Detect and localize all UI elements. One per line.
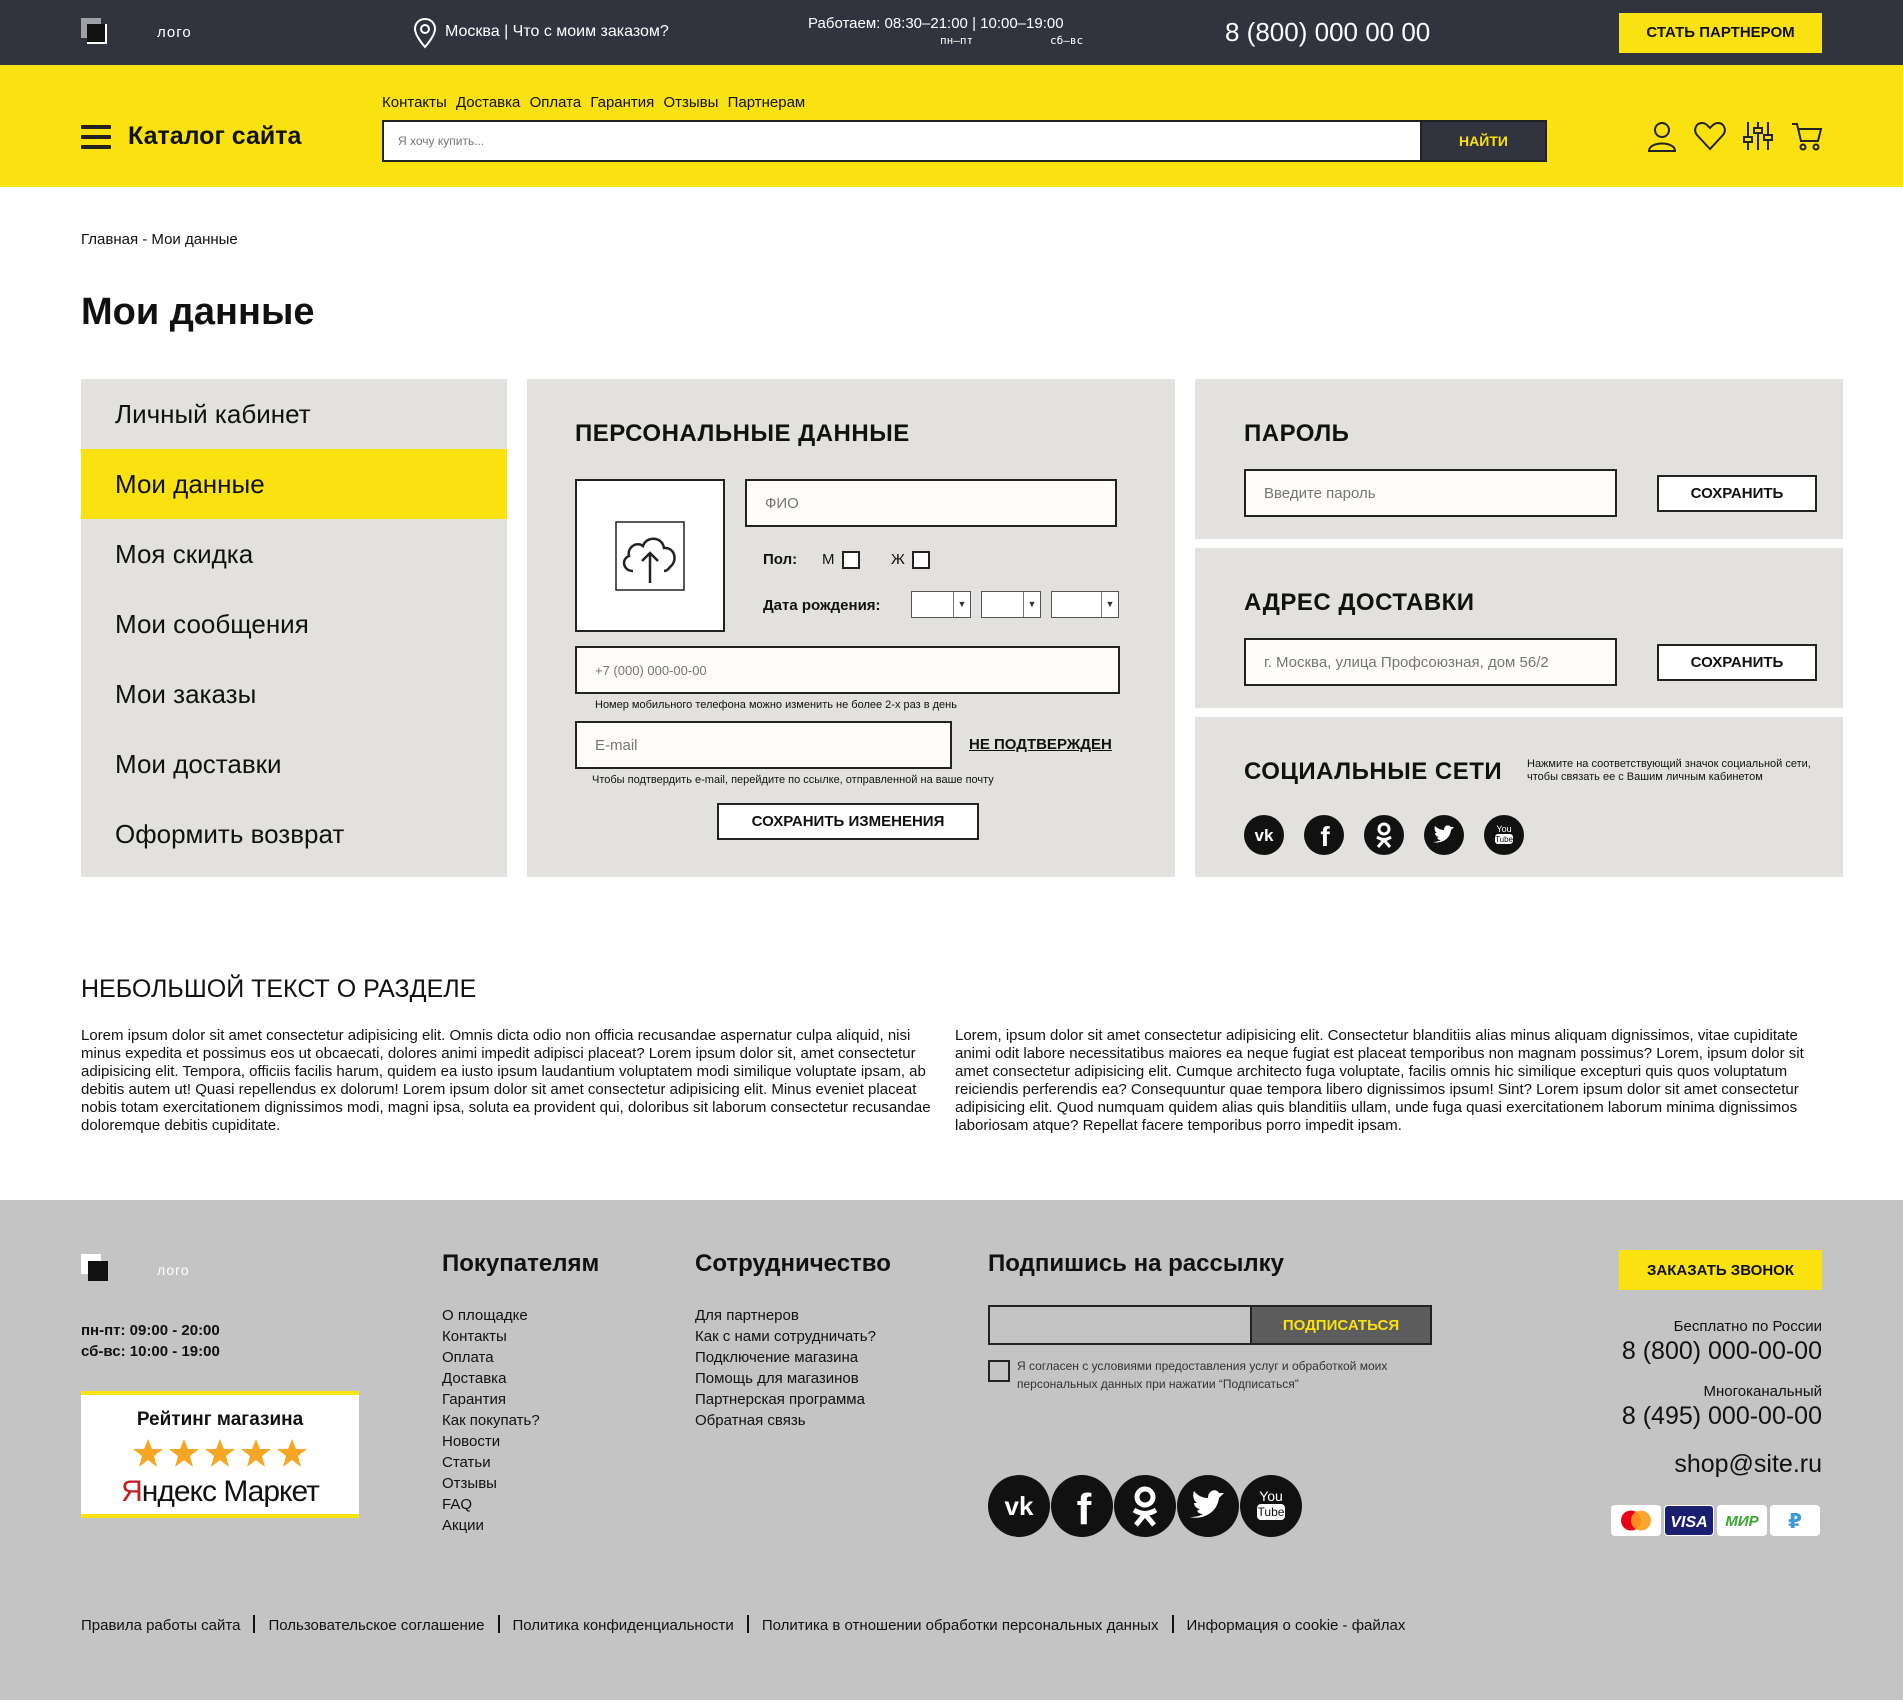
footer-link[interactable]: Как с нами сотрудничать? — [695, 1328, 876, 1345]
gender-m-label: М — [822, 551, 835, 568]
multichannel-phone[interactable]: 8 (495) 000-00-00 — [1621, 1402, 1822, 1430]
weekday-label: пн–пт — [940, 34, 974, 47]
password-title: ПАРОЛЬ — [1244, 420, 1350, 447]
footer-link[interactable]: Для партнеров — [695, 1307, 799, 1324]
compare-icon[interactable] — [1741, 119, 1775, 153]
svg-text:vk: vk — [1254, 826, 1274, 845]
gender-f-checkbox[interactable] — [912, 551, 930, 569]
coop-links — [695, 1305, 876, 1431]
vk-icon[interactable] — [1244, 815, 1284, 855]
subscribe-title: Подпишись на рассылку — [988, 1250, 1284, 1277]
footer-link[interactable]: Доставка — [442, 1370, 507, 1387]
visa-icon — [1664, 1505, 1714, 1536]
svg-text:Tube: Tube — [1257, 1505, 1285, 1519]
location-pin-icon[interactable] — [412, 17, 438, 49]
rating-stars-icon — [131, 1437, 311, 1471]
logo-text[interactable]: лого — [157, 24, 192, 41]
nav-link-contacts[interactable]: Контакты — [382, 94, 447, 111]
vk-icon[interactable] — [988, 1475, 1050, 1537]
subscribe-button[interactable]: ПОДПИСАТЬСЯ — [1250, 1305, 1432, 1345]
separator — [747, 1615, 749, 1633]
sidebar-item-return[interactable]: Оформить возврат — [115, 819, 345, 849]
catalog-button[interactable]: Каталог сайта — [128, 122, 302, 150]
footer-link[interactable]: О площадке — [442, 1307, 528, 1324]
odnoklassniki-icon[interactable] — [1364, 815, 1404, 855]
email-hint: Чтобы подтвердить e-mail, перейдите по ссылке, отправленной на ваше почту — [592, 774, 994, 786]
legal-link-rules[interactable]: Правила работы сайта — [81, 1617, 241, 1634]
buyers-links — [442, 1305, 540, 1536]
chevron-down-icon: ▼ — [1101, 592, 1118, 617]
odnoklassniki-icon[interactable] — [1114, 1475, 1176, 1537]
about-text-col2: Lorem, ipsum dolor sit amet consectetur adipisicing elit. Consectetur blanditiis alias minus aliquam dignissimos, vitae cupiditate animi odit labore necessitatibus maiores ea neque fugiat est placeat temporibus non magnam possimus? Lorem, ipsum dolor sit amet consectetur adipisicing elit. Cumque architecto fuga voluptate, facilis omnis hic similique excepturi quis quos voluptatum reiciendis perferendis ea? Consequuntur quae tempora libero dignissimos ipsum! Sint? Lorem ipsum dolor sit amet consectetur adipisicing elit. Quod numquam quidem alias quis blanditiis ullam, unde fuga quasi exercitationem laborum minima dignissimos laboriosam atque? Repellat facere temporibus porro impedit ipsam. — [955, 1027, 1804, 1134]
footer-link[interactable]: Гарантия — [442, 1391, 506, 1408]
separator — [498, 1615, 500, 1633]
footer-hours — [81, 1320, 220, 1362]
subscribe-email-input[interactable] — [988, 1305, 1252, 1345]
shop-rating-badge[interactable] — [81, 1391, 359, 1518]
location-link[interactable]: Москва | Что с моим заказом? — [445, 23, 669, 40]
yandex-market-logo: Яндекс Маркет — [121, 1475, 319, 1508]
phone-field[interactable] — [575, 646, 1120, 694]
chevron-down-icon: ▼ — [953, 592, 970, 617]
buyers-title: Покупателям — [442, 1250, 600, 1277]
svg-text:f: f — [1076, 1485, 1092, 1534]
footer-link[interactable]: Статьи — [442, 1454, 491, 1471]
twitter-icon[interactable] — [1424, 815, 1464, 855]
free-call-phone[interactable]: 8 (800) 000-00-00 — [1621, 1337, 1822, 1365]
separator — [253, 1615, 255, 1633]
email-field[interactable] — [575, 721, 952, 769]
twitter-icon[interactable] — [1177, 1475, 1239, 1537]
order-callback-button[interactable]: ЗАКАЗАТЬ ЗВОНОК — [1619, 1250, 1822, 1290]
gender-m-checkbox[interactable] — [842, 551, 860, 569]
sidebar-item-messages[interactable]: Мои сообщения — [115, 609, 309, 639]
burger-menu-icon[interactable] — [81, 125, 111, 149]
about-text-col1: Lorem ipsum dolor sit amet consectetur adipisicing elit. Omnis dicta odio non officia recusandae aspernatur culpa aliquid, nisi minus expedita et possimus eos ut obcaecati, dolores animi impedit adipisci placeat? Lorem ipsum dolor sit, amet consectetur adipisicing elit. Tempora, officiis facilis harum, quidem ea iusto ipsum laudantium voluptatem modi similique voluptate ipsam, ab debitis autem ut! Quasi repellendus ex dolorum! Lorem ipsum dolor sit amet consectetur adipisicing elit. Minus eveniet placeat nobis totam exercitationem dignissimos modi, magni ipsa, soluta ea provident qui, doloribus sit laborum consectetur recusandae doloremque debitis cupiditate. — [81, 1027, 931, 1134]
password-field[interactable] — [1244, 469, 1617, 517]
legal-link-privacy[interactable]: Политика конфиденциальности — [512, 1617, 734, 1634]
legal-link-agreement[interactable]: Пользовательское соглашение — [268, 1617, 485, 1634]
nav-link-delivery[interactable]: Доставка — [455, 94, 521, 111]
sidebar-item-discount[interactable]: Моя скидка — [115, 539, 254, 569]
legal-link-personal-data[interactable]: Политика в отношении обработки персональных данных — [761, 1617, 1159, 1634]
password-save-button[interactable]: СОХРАНИТЬ — [1657, 475, 1817, 512]
footer-link[interactable]: Обратная связь — [695, 1412, 806, 1429]
footer-link[interactable]: FAQ — [442, 1496, 473, 1513]
header-phone[interactable]: 8 (800) 000 00 00 — [1225, 17, 1431, 47]
footer-email[interactable]: shop@site.ru — [1674, 1450, 1822, 1478]
coop-title: Сотрудничество — [695, 1250, 891, 1277]
chevron-down-icon: ▼ — [1023, 592, 1040, 617]
birth-day-select[interactable] — [911, 591, 971, 618]
delivery-save-button[interactable]: СОХРАНИТЬ — [1657, 644, 1817, 681]
gender-label: Пол: — [763, 551, 798, 568]
account-sidebar — [81, 379, 507, 877]
heart-icon[interactable] — [1693, 119, 1727, 153]
footer-link[interactable]: Новости — [442, 1433, 501, 1450]
subscribe-agree-text: Я согласен с условиями предоставления услуг и обработкой моих персональных данных при нажатии “Подписаться” — [1017, 1359, 1388, 1391]
footer-link[interactable]: Акции — [442, 1517, 484, 1534]
breadcrumb[interactable]: Главная - Мои данные — [81, 231, 238, 248]
delivery-address-field[interactable] — [1244, 638, 1617, 686]
footer-link[interactable]: Подключение магазина — [695, 1349, 859, 1366]
youtube-icon[interactable] — [1484, 815, 1524, 855]
cart-icon[interactable] — [1790, 119, 1824, 153]
rating-title: Рейтинг магазина — [136, 1409, 304, 1430]
birth-month-select[interactable] — [981, 591, 1041, 618]
social-title: СОЦИАЛЬНЫЕ СЕТИ — [1244, 758, 1503, 785]
search-button[interactable]: НАЙТИ — [1420, 120, 1547, 162]
user-icon[interactable] — [1645, 119, 1679, 153]
footer-logo-text[interactable]: лого — [157, 1262, 190, 1278]
legal-link-cookies[interactable]: Информация о cookie - файлах — [1186, 1617, 1406, 1634]
nav-link-partners[interactable]: Партнерам — [727, 94, 806, 111]
svg-text:₽: ₽ — [1788, 1509, 1802, 1533]
footer-link[interactable]: Партнерская программа — [695, 1391, 865, 1408]
birth-date-label: Дата рождения: — [763, 597, 881, 614]
header-nav — [382, 94, 810, 111]
become-partner-button[interactable]: СТАТЬ ПАРТНЕРОМ — [1619, 13, 1822, 53]
multichannel-label: Многоканальный — [1703, 1383, 1822, 1400]
delivery-title: АДРЕС ДОСТАВКИ — [1244, 589, 1475, 616]
facebook-icon[interactable] — [1304, 815, 1344, 855]
photo-upload[interactable] — [575, 479, 725, 632]
footer-hours-weekday: пн-пт: 09:00 - 20:00 — [81, 1322, 220, 1339]
nav-link-reviews[interactable]: Отзывы — [663, 94, 719, 111]
logo-icon[interactable] — [81, 18, 107, 44]
footer-link[interactable]: Контакты — [442, 1328, 507, 1345]
sidebar-item-deliveries[interactable]: Мои доставки — [115, 749, 282, 779]
phone-hint: Номер мобильного телефона можно изменить не более 2-х раз в день — [595, 699, 957, 711]
nav-link-payment[interactable]: Оплата — [529, 94, 582, 111]
svg-text:VISA: VISA — [1670, 1514, 1708, 1531]
nav-link-warranty[interactable]: Гарантия — [590, 94, 655, 111]
free-call-label: Бесплатно по России — [1673, 1318, 1822, 1335]
svg-text:You: You — [1259, 1488, 1283, 1504]
footer-hours-weekend: сб-вс: 10:00 - 19:00 — [81, 1343, 220, 1360]
facebook-icon[interactable] — [1051, 1475, 1113, 1537]
main-header — [0, 65, 1903, 187]
separator — [1172, 1615, 1174, 1633]
svg-text:МИР: МИР — [1725, 1513, 1759, 1530]
personal-data-title: ПЕРСОНАЛЬНЫЕ ДАННЫЕ — [575, 420, 910, 447]
sidebar-item-my-data[interactable]: Мои данные — [81, 449, 507, 519]
youtube-icon[interactable] — [1240, 1475, 1302, 1537]
footer-link[interactable]: Отзывы — [442, 1475, 497, 1492]
svg-text:You: You — [1496, 824, 1512, 834]
footer-link[interactable]: Помощь для магазинов — [695, 1370, 859, 1387]
svg-text:vk: vk — [1004, 1491, 1034, 1521]
legal-links — [81, 1615, 1405, 1634]
fio-field[interactable] — [745, 479, 1117, 527]
footer-logo-icon[interactable] — [81, 1254, 108, 1281]
mir-icon — [1717, 1505, 1767, 1536]
subscribe-agree-checkbox[interactable] — [988, 1360, 1010, 1382]
footer-link[interactable]: Как покупать? — [442, 1412, 540, 1429]
sidebar-item-account[interactable]: Личный кабинет — [115, 399, 311, 429]
email-status-link[interactable]: НЕ ПОДТВЕРЖДЕН — [969, 736, 1112, 753]
ruble-icon — [1770, 1505, 1820, 1536]
about-title: НЕБОЛЬШОЙ ТЕКСТ О РАЗДЕЛЕ — [81, 975, 477, 1003]
social-hint: Нажмите на соответствующий значок социальной сети, чтобы связать ее с Вашим личным кабинетом — [1527, 758, 1811, 783]
svg-text:Tube: Tube — [1495, 835, 1513, 844]
top-bar — [0, 0, 1903, 65]
gender-f-label: Ж — [891, 551, 905, 568]
page-title: Мои данные — [81, 291, 315, 333]
search-input[interactable] — [382, 120, 1422, 162]
birth-year-select[interactable] — [1051, 591, 1119, 618]
working-hours: Работаем: 08:30–21:00 | 10:00–19:00 — [808, 15, 1064, 32]
svg-text:f: f — [1320, 821, 1330, 852]
mastercard-icon — [1611, 1505, 1661, 1536]
cloud-upload-icon — [615, 521, 685, 591]
weekend-label: сб–вс — [1050, 34, 1084, 47]
sidebar-item-orders[interactable]: Мои заказы — [115, 679, 257, 709]
footer-link[interactable]: Оплата — [442, 1349, 494, 1366]
save-changes-button[interactable]: СОХРАНИТЬ ИЗМЕНЕНИЯ — [717, 803, 979, 840]
